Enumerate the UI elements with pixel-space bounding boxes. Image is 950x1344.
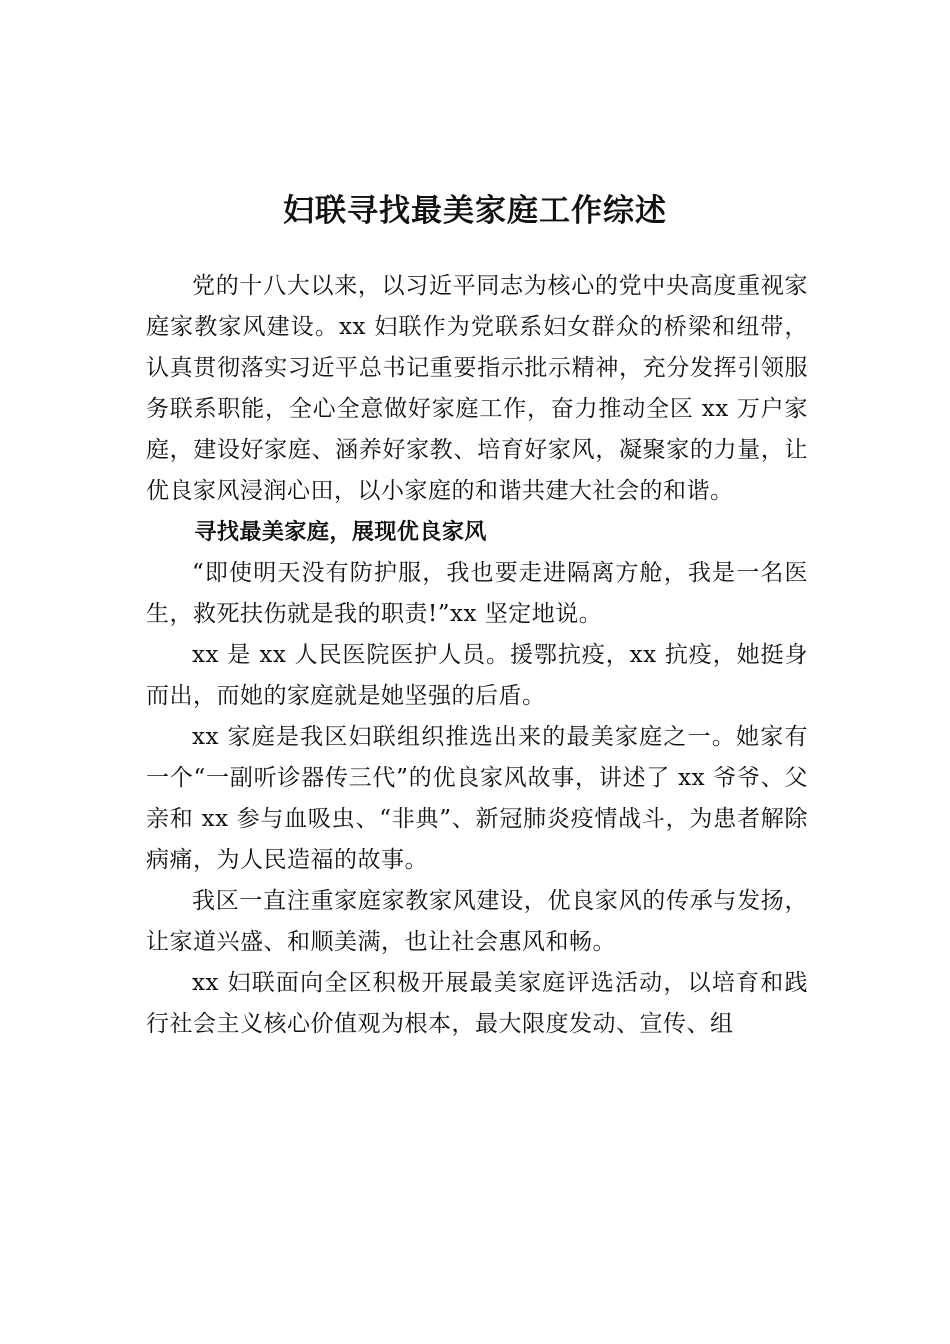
- paragraph-activity: xx 妇联面向全区积极开展最美家庭评选活动，以培育和践行社会主义核心价值观为根本，最大限度发动、宣传、组: [146, 970, 808, 1037]
- paragraph-medic: xx 是 xx 人民医院医护人员。援鄂抗疫，xx 抗疫，她挺身而出，而她的家庭就是她坚强的后盾。: [146, 642, 808, 709]
- paragraph-district: 我区一直注重家庭家教家风建设，优良家风的传承与发扬，让家道兴盛、和顺美满，也让社会惠风和畅。: [146, 888, 808, 955]
- document-title: 妇联寻找最美家庭工作综述: [283, 193, 667, 229]
- paragraph-intro: 党的十八大以来，以习近平同志为核心的党中央高度重视家庭家教家风建设。xx 妇联作为党联系妇女群众的桥梁和纽带，认真贯彻落实习近平总书记重要指示批示精神，充分发挥引领服务联系职能，全心全意做好家庭工作，奋力推动全区 xx 万户家庭，建设好家庭、涵养好家教、培育好家风，凝聚家的力量，让优良家风浸润心田，以小家庭的和谐共建大社会的和谐。: [146, 273, 808, 504]
- paragraph-quote: “即使明天没有防护服，我也要走进隔离方舱，我是一名医生，救死扶伤就是我的职责!”xx 坚定地说。: [146, 560, 808, 627]
- section-heading: 寻找最美家庭，展现优良家风: [194, 520, 487, 545]
- document-body: [146, 266, 808, 1045]
- paragraph-family-story: xx 家庭是我区妇联组织推选出来的最美家庭之一。她家有一个“一副听诊器传三代”的优良家风故事，讲述了 xx 爷爷、父亲和 xx 参与血吸虫、“非典”、新冠肺炎疫情战斗，为患者解除病痛，为人民造福的故事。: [146, 724, 808, 873]
